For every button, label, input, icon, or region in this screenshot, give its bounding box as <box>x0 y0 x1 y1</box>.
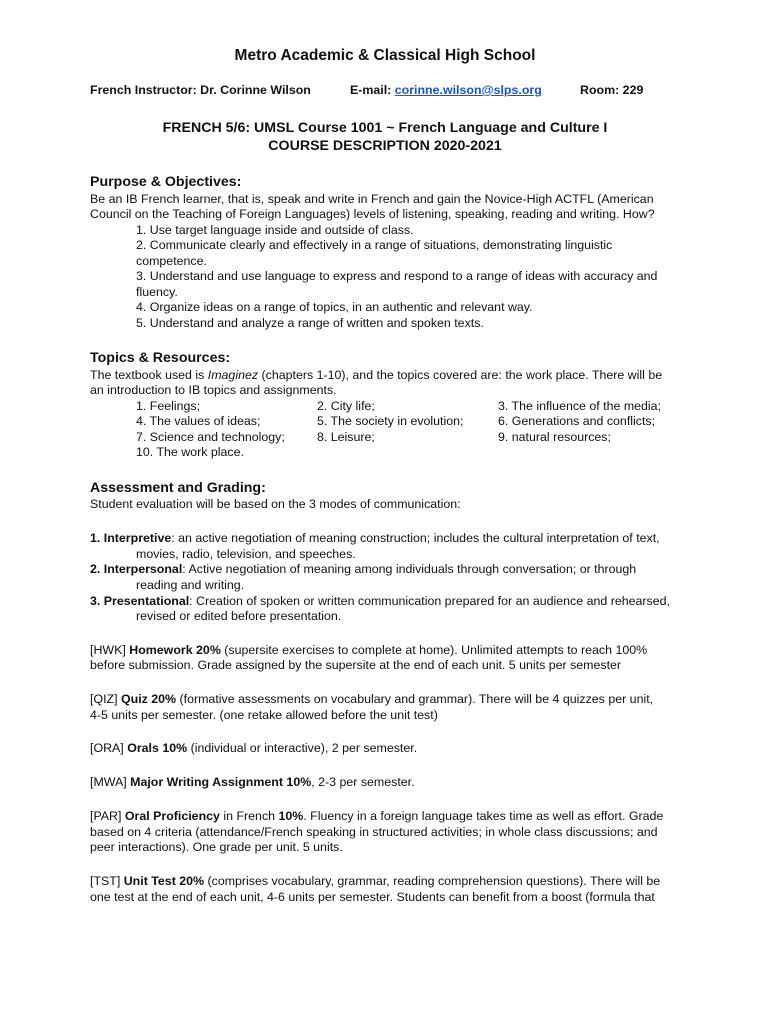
topic-item: 4. The values of ideas; <box>136 414 261 428</box>
assessment-intro: Student evaluation will be based on the 3 modes of communication: <box>90 497 461 511</box>
grade-quiz-line2: 4-5 units per semester. (one retake allowed before the unit test) <box>90 708 438 722</box>
grade-proficiency-line2: based on 4 criteria (attendance/French speaking in structured activities; in whole class discussions; and <box>90 825 658 839</box>
grade-code: [PAR] <box>90 809 125 823</box>
grade-text: . Fluency in a foreign language takes time as well as effort. Grade <box>303 809 664 823</box>
email-link[interactable]: corinne.wilson@slps.org <box>394 83 542 97</box>
objective-item: 3. Understand and use language to express and respond to a range of ideas with accuracy and <box>136 269 658 283</box>
mode-text: : an active negotiation of meaning construction; includes the cultural interpretation of text, <box>171 531 660 545</box>
grade-code: [ORA] <box>90 741 128 755</box>
grade-weight: Orals 10% <box>127 741 188 755</box>
mode-term: 2. Interpersonal <box>90 562 183 576</box>
grade-unit-test-line2: one test at the end of each unit, 4-6 units per semester. Students can benefit from a boost (formula that <box>90 890 655 904</box>
objective-item: 1. Use target language inside and outside of class. <box>136 223 414 237</box>
topic-item: 10. The work place. <box>136 445 244 459</box>
mode-cont: reading and writing. <box>136 578 245 592</box>
grade-code: [HWK] <box>90 643 130 657</box>
course-title: FRENCH 5/6: UMSL Course 1001 ~ French Language and Culture I <box>162 120 608 136</box>
topic-item: 2. City life; <box>317 399 375 413</box>
purpose-intro-2: Council on the Teaching of Foreign Languages) levels of listening, speaking, reading and writing. How? <box>90 207 655 221</box>
instructor-name: French Instructor: Dr. Corinne Wilson <box>90 83 311 97</box>
grade-proficiency <box>90 809 663 825</box>
grade-homework-line2: before submission. Grade assigned by the supersite at the end of each unit. 5 units per semester <box>90 658 622 672</box>
topics-intro-2: an introduction to IB topics and assignments. <box>90 383 337 397</box>
mode-cont: movies, radio, television, and speeches. <box>136 547 356 561</box>
mode-term: 3. Presentational <box>90 594 190 608</box>
topic-item: 1. Feelings; <box>136 399 201 413</box>
grade-orals <box>90 741 417 757</box>
objective-item: 4. Organize ideas on a range of topics, in an authentic and relevant way. <box>136 300 533 314</box>
topic-item: 9. natural resources; <box>498 430 611 444</box>
grade-text: in French <box>219 809 279 823</box>
topics-heading: Topics & Resources: <box>90 350 231 366</box>
grade-homework <box>90 643 647 659</box>
mode-term: 1. Interpretive <box>90 531 172 545</box>
mode-text: : Creation of spoken or written communication prepared for an audience and rehearsed, <box>189 594 670 608</box>
grade-code: [MWA] <box>90 775 131 789</box>
grade-weight: 10% <box>278 809 304 823</box>
grade-proficiency-line3: peer interactions). One grade per unit. 5 units. <box>90 840 343 854</box>
objective-item: fluency. <box>136 285 178 299</box>
grade-weight: Homework 20% <box>129 643 221 657</box>
grade-code: [QIZ] <box>90 692 121 706</box>
grade-text: (individual or interactive), 2 per semester. <box>187 741 418 755</box>
grade-quiz <box>90 692 653 708</box>
mode-cont: revised or edited before presentation. <box>136 609 342 623</box>
grade-text: , 2-3 per semester. <box>311 775 415 789</box>
topic-item: 6. Generations and conflicts; <box>498 414 656 428</box>
grade-text: (formative assessments on vocabulary and grammar). There will be 4 quizzes per unit, <box>176 692 654 706</box>
topic-item: 3. The influence of the media; <box>498 399 662 413</box>
room-number: Room: 229 <box>580 83 644 97</box>
objective-item: competence. <box>136 254 207 268</box>
grade-weight: Major Writing Assignment 10% <box>130 775 312 789</box>
grade-weight: Oral Proficiency <box>124 809 220 823</box>
assessment-heading: Assessment and Grading: <box>90 480 266 496</box>
email-label: E-mail: <box>350 83 392 97</box>
grade-weight: Quiz 20% <box>120 692 177 706</box>
course-subtitle: COURSE DESCRIPTION 2020-2021 <box>268 138 502 154</box>
topic-item: 5. The society in evolution; <box>317 414 464 428</box>
grade-weight: Unit Test 20% <box>123 874 205 888</box>
topic-item: 7. Science and technology; <box>136 430 285 444</box>
purpose-heading: Purpose & Objectives: <box>90 174 242 190</box>
grade-writing <box>90 775 415 791</box>
textbook-title: Imaginez <box>207 368 259 382</box>
email-line <box>350 83 542 99</box>
topics-intro-1 <box>90 368 662 384</box>
mode-item <box>90 531 660 547</box>
objective-item: 5. Understand and analyze a range of written and spoken texts. <box>136 316 484 330</box>
topic-item: 8. Leisure; <box>317 430 375 444</box>
topics-intro-post: (chapters 1-10), and the topics covered are: the work place. There will be <box>258 368 663 382</box>
mode-item <box>90 562 636 578</box>
grade-code: [TST] <box>90 874 124 888</box>
grade-text: (supersite exercises to complete at home). Unlimited attempts to reach 100% <box>220 643 648 657</box>
objective-item: 2. Communicate clearly and effectively in a range of situations, demonstrating linguistic <box>136 238 613 252</box>
school-name: Metro Academic & Classical High School <box>234 47 536 64</box>
grade-text: (comprises vocabulary, grammar, reading comprehension questions). There will be <box>204 874 661 888</box>
purpose-intro-1: Be an IB French learner, that is, speak and write in French and gain the Novice-High ACTFL (American <box>90 192 654 206</box>
mode-text: : Active negotiation of meaning among individuals through conversation; or through <box>182 562 637 576</box>
mode-item <box>90 594 670 610</box>
topics-intro-pre: The textbook used is <box>90 368 208 382</box>
grade-unit-test <box>90 874 660 890</box>
